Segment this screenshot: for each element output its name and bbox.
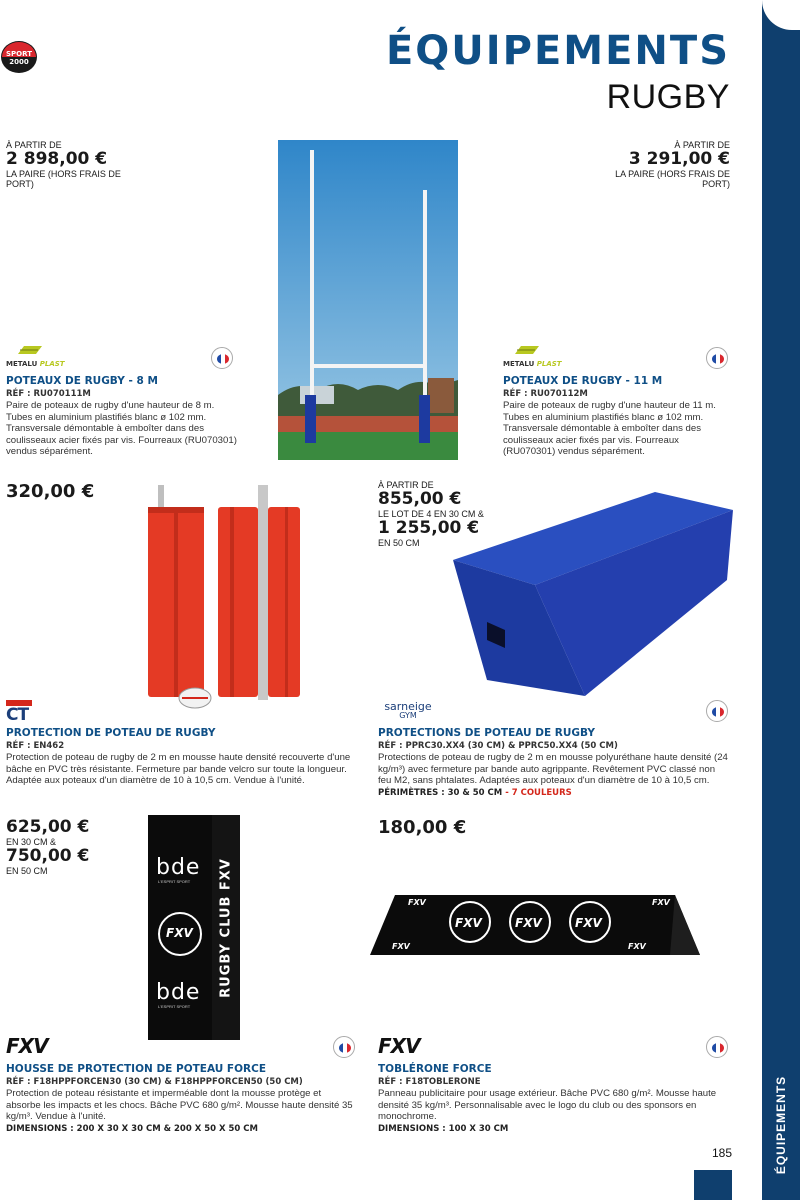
product-perimeters — [378, 788, 730, 798]
toblerone-text-3: FXV — [515, 916, 542, 930]
product-goal-11m — [503, 375, 731, 458]
price-value-toblerone: 180,00 € — [378, 817, 467, 838]
brand-sub: GYM — [399, 711, 417, 720]
red-post-pads-image — [140, 485, 305, 710]
ct-logo — [6, 700, 32, 725]
product-goal-8m — [6, 375, 238, 458]
brand-accent: PLAST — [536, 360, 562, 368]
france-flag-badge-icon — [706, 347, 728, 369]
sidebar-label: ÉQUIPEMENTS — [774, 1075, 788, 1175]
price-note-2: EN 50 CM — [6, 866, 48, 876]
fxv-logo: FXV — [378, 1034, 420, 1058]
sport2000-logo — [0, 40, 38, 74]
sarneige-logo — [378, 700, 438, 722]
product-title: TOBLÉRONE FORCE — [378, 1063, 492, 1075]
price-value-2: 1 255,00 € — [378, 518, 480, 538]
price-label: À PARTIR DE — [378, 480, 434, 490]
housse-text-bde-1: bde — [156, 855, 201, 880]
product-title: HOUSSE DE PROTECTION DE POTEAU FORCE — [6, 1063, 266, 1075]
product-ref: RÉF : F18TOBLERONE — [378, 1077, 481, 1087]
page-tab — [694, 1170, 732, 1200]
product-ref: RÉF : RU070112M — [503, 389, 588, 399]
toblerone-text-4: FXV — [575, 916, 602, 930]
product-title: PROTECTION DE POTEAU DE RUGBY — [6, 727, 216, 739]
product-title: POTEAUX DE RUGBY - 8 M — [6, 375, 158, 387]
page-title: ÉQUIPEMENTS — [385, 28, 730, 74]
product-title: PROTECTIONS DE POTEAU DE RUGBY — [378, 727, 596, 739]
perimeters-label: PÉRIMÈTRES : 30 & 50 CM — [378, 787, 503, 798]
product-title: POTEAUX DE RUGBY - 11 M — [503, 375, 663, 387]
product-description: Panneau publicitaire pour usage extérieur. Bâche PVC 680 g/m². Mousse haute densité 35 kg/m³. Personnalisable avec le logo du club ou des sponsors en monochrome. — [378, 1088, 717, 1122]
toblerone-image — [370, 880, 700, 960]
perimeters-separator: - — [502, 787, 512, 798]
price-value: 3 291,00 € — [628, 149, 730, 169]
fxv-logo: FXV — [6, 1034, 48, 1058]
price-label: À PARTIR DE — [674, 140, 730, 150]
product-description: Protection de poteau résistante et imperméable dont la mousse protège et absorbe les impacts et les chocs. Bâche PVC 680 g/m². Mousse haute densité 35 kg/m³. Vendue à l'unité. — [6, 1088, 353, 1122]
brand-main: sarneige — [384, 700, 432, 713]
product-description: Protection de poteau de rugby de 2 m en mousse haute densité recouverte d'une bâche en PVC très résistante. Fermeture par bande velcro sur toute la longueur. Adaptée aux poteaux d'un diamètre de 10 à 10,5 cm. Vendue à l'unité. — [6, 752, 351, 786]
price-note-2: EN 50 CM — [378, 538, 420, 548]
product-description: Paire de poteaux de rugby d'une hauteur de 11 m. Tubes en aluminium plastifiés blanc ø 102 mm. Transversale démontable à emboîter dans des coulisseaux acier fixés par vis. Fourreaux (RU070301) vendus séparément. — [503, 400, 716, 457]
price-label: À PARTIR DE — [6, 140, 62, 150]
toblerone-text-2: FXV — [455, 916, 482, 930]
france-flag-badge-icon — [706, 700, 728, 722]
brand-accent: PLAST — [39, 360, 65, 368]
rugby-goal-image — [278, 140, 458, 460]
product-ref: RÉF : EN462 — [6, 741, 65, 751]
blue-post-pad-image — [445, 490, 735, 700]
product-ref: RÉF : F18HPPFORCEN30 (30 CM) & F18HPPFORCEN50 (50 CM) — [6, 1077, 303, 1087]
toblerone-text-6: FXV — [392, 942, 410, 951]
product-sarneige-pad — [378, 727, 730, 798]
page-number: 185 — [711, 1146, 732, 1160]
france-flag-badge-icon — [211, 347, 233, 369]
france-flag-badge-icon — [333, 1036, 355, 1058]
price-value-ct-pad: 320,00 € — [6, 481, 95, 502]
product-ct-pad — [6, 727, 358, 787]
price-value: 625,00 € — [6, 817, 90, 837]
toblerone-text-5: FXV — [652, 898, 670, 907]
page-subtitle: RUGBY — [606, 78, 730, 116]
product-dimensions: DIMENSIONS : 100 X 30 CM — [378, 1123, 509, 1134]
price-note: LE LOT DE 4 EN 30 CM & — [378, 509, 484, 519]
sport2000-logo-line1: SPORT — [6, 50, 32, 58]
product-ref: RÉF : RU070111M — [6, 389, 91, 399]
brand-main: METALU — [6, 360, 38, 368]
housse-vertical-text: RUGBY CLUB FXV — [218, 857, 234, 998]
product-ref: RÉF : PPRC30.XX4 (30 CM) & PPRC50.XX4 (50 CM) — [378, 741, 618, 751]
perimeters-colors: 7 COULEURS — [511, 787, 572, 798]
sport2000-logo-line2: 2000 — [9, 58, 29, 66]
housse-text-tagline-2: L'ESPRIT SPORT — [158, 1004, 191, 1009]
metalu-plast-logo — [503, 344, 562, 370]
housse-text-bde-2: bde — [156, 980, 201, 1005]
price-value-2: 750,00 € — [6, 846, 90, 866]
price-block-goal-11m — [610, 140, 730, 189]
price-block-fxv-housse — [6, 818, 126, 876]
housse-text-fxv: FXV — [166, 926, 193, 940]
fxv-housse-image — [148, 815, 240, 1040]
product-description: Paire de poteaux de rugby d'une hauteur de 8 m. Tubes en aluminium plastifiés blanc ø 102 mm. Transversale démontable à emboîter dans des coulisseaux acier fixés par vis. Fourreaux (RU070301) vendus séparément. — [6, 400, 237, 457]
product-dimensions: DIMENSIONS : 200 X 30 X 30 CM & 200 X 50 X 50 CM — [6, 1123, 258, 1134]
price-value: 2 898,00 € — [6, 149, 108, 169]
france-flag-badge-icon — [706, 1036, 728, 1058]
brand-main: METALU — [503, 360, 535, 368]
toblerone-text-1: FXV — [408, 898, 426, 907]
product-toblerone — [378, 1063, 723, 1134]
price-note: EN 30 CM & — [6, 837, 57, 847]
sidebar-band — [762, 0, 800, 1200]
product-fxv-housse — [6, 1063, 358, 1134]
price-note: LA PAIRE (HORS FRAIS DE PORT) — [6, 169, 121, 189]
ct-logo-text: CT — [6, 705, 29, 725]
toblerone-text-7: FXV — [628, 942, 646, 951]
metalu-plast-logo — [6, 344, 65, 370]
price-value: 855,00 € — [378, 489, 462, 509]
price-note: LA PAIRE (HORS FRAIS DE PORT) — [615, 169, 730, 189]
product-description: Protections de poteau de rugby de 2 m en mousse polyuréthane haute densité (24 kg/m³) avec fermeture par bande auto agrippante. Revêtement PVC classé non feu M2, sans phtalates. Adaptées aux poteaux d'un diamètre de 10 à 10,5 cm. — [378, 752, 728, 786]
price-block-goal-8m — [6, 140, 126, 189]
housse-text-tagline-1: L'ESPRIT SPORT — [158, 879, 191, 884]
